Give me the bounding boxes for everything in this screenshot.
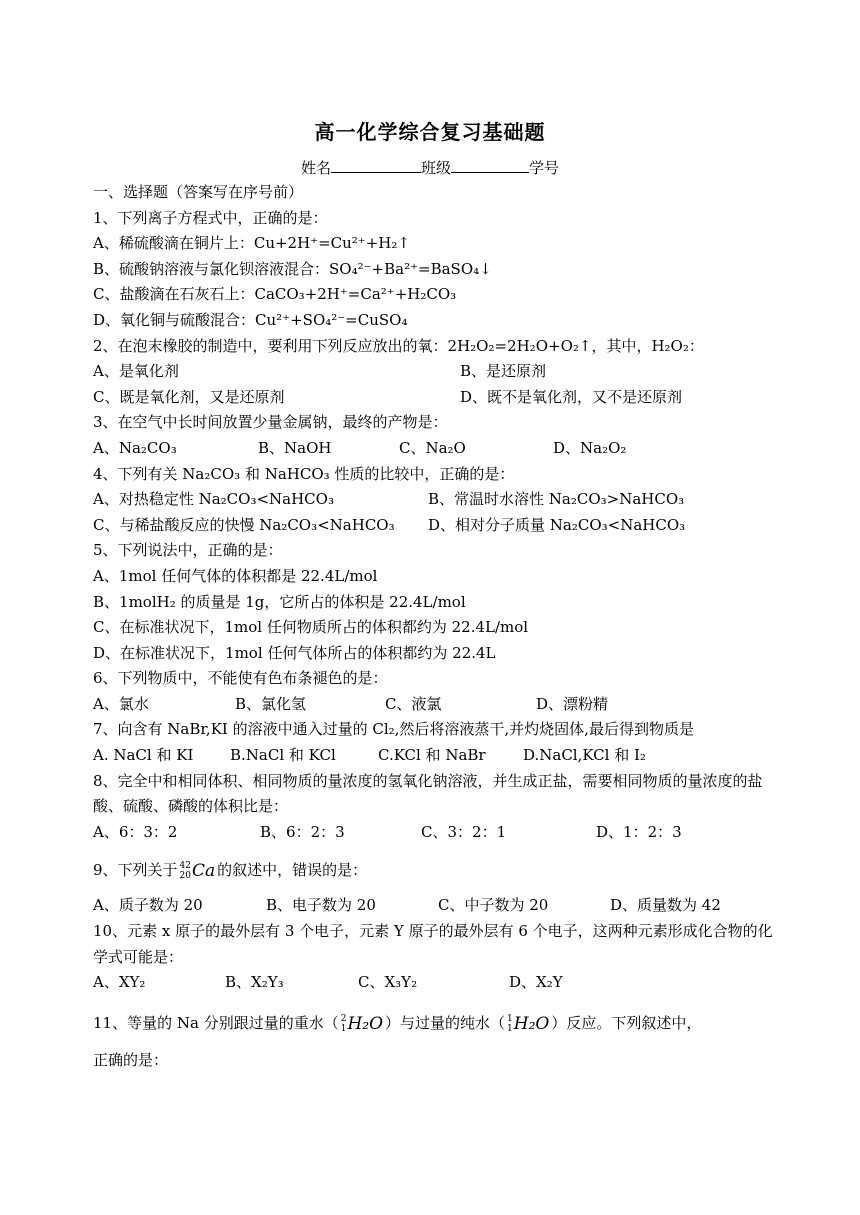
q3-option-d: D、Na₂O₂ [553, 438, 627, 457]
q2-option-b: B、是还原剂 [460, 362, 547, 381]
q2-options-row-1 [93, 359, 773, 385]
q7-options [93, 743, 773, 769]
q9-option-d: D、质量数为 42 [610, 896, 721, 915]
q3-option-b: B、NaOH [258, 438, 332, 457]
q2-option-a: A、是氧化剂 [93, 362, 179, 381]
q10-options [93, 970, 773, 996]
id-label: 学号 [529, 159, 560, 177]
q7-option-c: C.KCl 和 NaBr [378, 746, 486, 765]
name-label: 姓名 [300, 159, 331, 177]
q1-option-c: C、盐酸滴在石灰石上：CaCO₃+2H⁺=Ca²⁺+H₂CO₃ [93, 285, 457, 304]
q7-option-b: B.NaCl 和 KCl [230, 746, 336, 765]
q9-option-a: A、质子数为 20 [93, 896, 203, 915]
q4-option-b: B、常温时水溶性 Na₂CO₃>NaHCO₃ [428, 490, 685, 509]
q2-option-c: C、既是氧化剂，又是还原剂 [93, 387, 285, 406]
page-title: 高一化学综合复习基础题 [314, 120, 546, 144]
q4-option-d: D、相对分子质量 Na₂CO₃<NaHCO₃ [428, 515, 686, 534]
q8-options [93, 820, 773, 846]
q1-c-equation: CaCO₃+2H⁺=Ca²⁺+H₂CO₃ [254, 285, 457, 304]
q7-option-a: A. NaCl 和 KI [93, 746, 194, 765]
q8-option-a: A、6：3：2 [93, 822, 178, 841]
q1-stem: 1、下列离子方程式中，正确的是： [93, 208, 328, 227]
question-list [93, 180, 773, 1073]
q4-option-a: A、对热稳定性 Na₂CO₃<NaHCO₃ [93, 490, 334, 509]
q10-option-a: A、XY₂ [93, 973, 146, 992]
q8-option-d: D、1：2：3 [596, 822, 682, 841]
class-label: 班级 [420, 159, 451, 177]
calcium-nuclide: 42 20 Ca [179, 861, 216, 882]
q8-stem: 8、完全中和相同体积、相同物质的量浓度的氢氧化钠溶液，并生成正盐，需要相同物质的量浓度的盐酸、硫酸、磷酸的体积比是： [93, 771, 763, 816]
q6-option-d: D、漂粉精 [536, 694, 609, 713]
q9-stem: 9、下列关于 42 20 Ca 的叙述中，错误的是： [93, 851, 773, 889]
q1-b-equation: SO₄²⁻+Ba²⁺=BaSO₄↓ [329, 259, 492, 278]
q9-option-b: B、电子数为 20 [266, 896, 376, 915]
q6-options [93, 692, 773, 718]
q2-options-row-2 [93, 385, 773, 411]
q1-option-a: A、稀硫酸滴在铜片上：Cu+2H⁺=Cu²⁺+H₂↑ [93, 234, 410, 253]
name-blank [331, 157, 421, 173]
q8-option-b: B、6：2：3 [260, 822, 345, 841]
q3-option-c: C、Na₂O [399, 438, 466, 457]
q1-a-equation: Cu+2H⁺=Cu²⁺+H₂↑ [253, 234, 410, 253]
q1-d-equation: Cu²⁺+SO₄²⁻=CuSO₄ [255, 310, 408, 329]
q1-option-d: D、氧化铜与硫酸混合：Cu²⁺+SO₄²⁻=CuSO₄ [93, 310, 408, 329]
q6-stem: 6、下列物质中，不能使有色布条褪色的是： [93, 669, 388, 688]
q9-options [93, 893, 773, 919]
q5-option-a: A、1mol 任何气体的体积都是 22.4L/mol [93, 566, 378, 585]
q4-options-row-2 [93, 513, 773, 539]
q11-stem-continued: 正确的是： [93, 1050, 169, 1069]
q4-options-row-1 [93, 487, 773, 513]
q6-option-b: B、氯化氢 [235, 694, 307, 713]
q5-option-b: B、1molH₂ 的质量是 1g，它所占的体积是 22.4L/mol [93, 592, 466, 611]
q10-stem: 10、元素 x 原子的最外层有 3 个电子，元素 Y 原子的最外层有 6 个电子，这两种元素形成化合物的化学式可能是： [93, 922, 773, 966]
q3-option-a: A、Na₂CO₃ [93, 438, 177, 457]
q8-option-c: C、3：2：1 [421, 822, 507, 841]
q7-option-d: D.NaCl,KCl 和 I₂ [523, 746, 646, 765]
q11-stem: 11、等量的 Na 分别跟过量的重水（ 2 1 H₂O ）与过量的纯水（ 1 1 H₂O ）反应。下列叙述中， [93, 1004, 773, 1042]
q4-stem: 4、下列有关 Na₂CO₃ 和 NaHCO₃ 性质的比较中，正确的是： [93, 464, 515, 483]
q2-stem: 2、在泡末橡胶的制造中，要利用下列反应放出的氧：2H₂O₂=2H₂O+O₂↑，其中，H₂O₂： [93, 336, 704, 355]
class-blank [451, 157, 529, 173]
student-info-line [0, 157, 860, 178]
pure-water-formula: 1 1 H₂O [507, 1013, 550, 1034]
q2-option-d: D、既不是氧化剂，又不是还原剂 [460, 387, 683, 406]
q10-option-b: B、X₂Y₃ [225, 973, 284, 992]
q3-options [93, 436, 773, 462]
q3-stem: 3、在空气中长时间放置少量金属钠，最终的产物是： [93, 413, 448, 432]
section-heading: 一、选择题（答案写在序号前） [93, 183, 304, 201]
heavy-water-formula: 2 1 H₂O [340, 1013, 384, 1034]
q6-option-a: A、氯水 [93, 694, 149, 713]
q5-stem: 5、下列说法中，正确的是： [93, 541, 283, 560]
q6-option-c: C、液氯 [385, 694, 442, 713]
q7-stem: 7、向含有 NaBr,KI 的溶液中通入过量的 Cl₂,然后将溶液蒸干,并灼烧固体,最后得到物质是 [93, 720, 694, 739]
q5-option-d: D、在标准状况下，1mol 任何气体所占的体积都约为 22.4L [93, 643, 496, 662]
q9-option-c: C、中子数为 20 [438, 896, 549, 915]
q1-option-b: B、硫酸钠溶液与氯化钡溶液混合：SO₄²⁻+Ba²⁺=BaSO₄↓ [93, 259, 492, 278]
q10-option-c: C、X₃Y₂ [358, 973, 418, 992]
q10-option-d: D、X₂Y [509, 973, 563, 992]
q4-option-c: C、与稀盐酸反应的快慢 Na₂CO₃<NaHCO₃ [93, 515, 395, 534]
q5-option-c: C、在标准状况下，1mol 任何物质所占的体积都约为 22.4L/mol [93, 618, 529, 637]
